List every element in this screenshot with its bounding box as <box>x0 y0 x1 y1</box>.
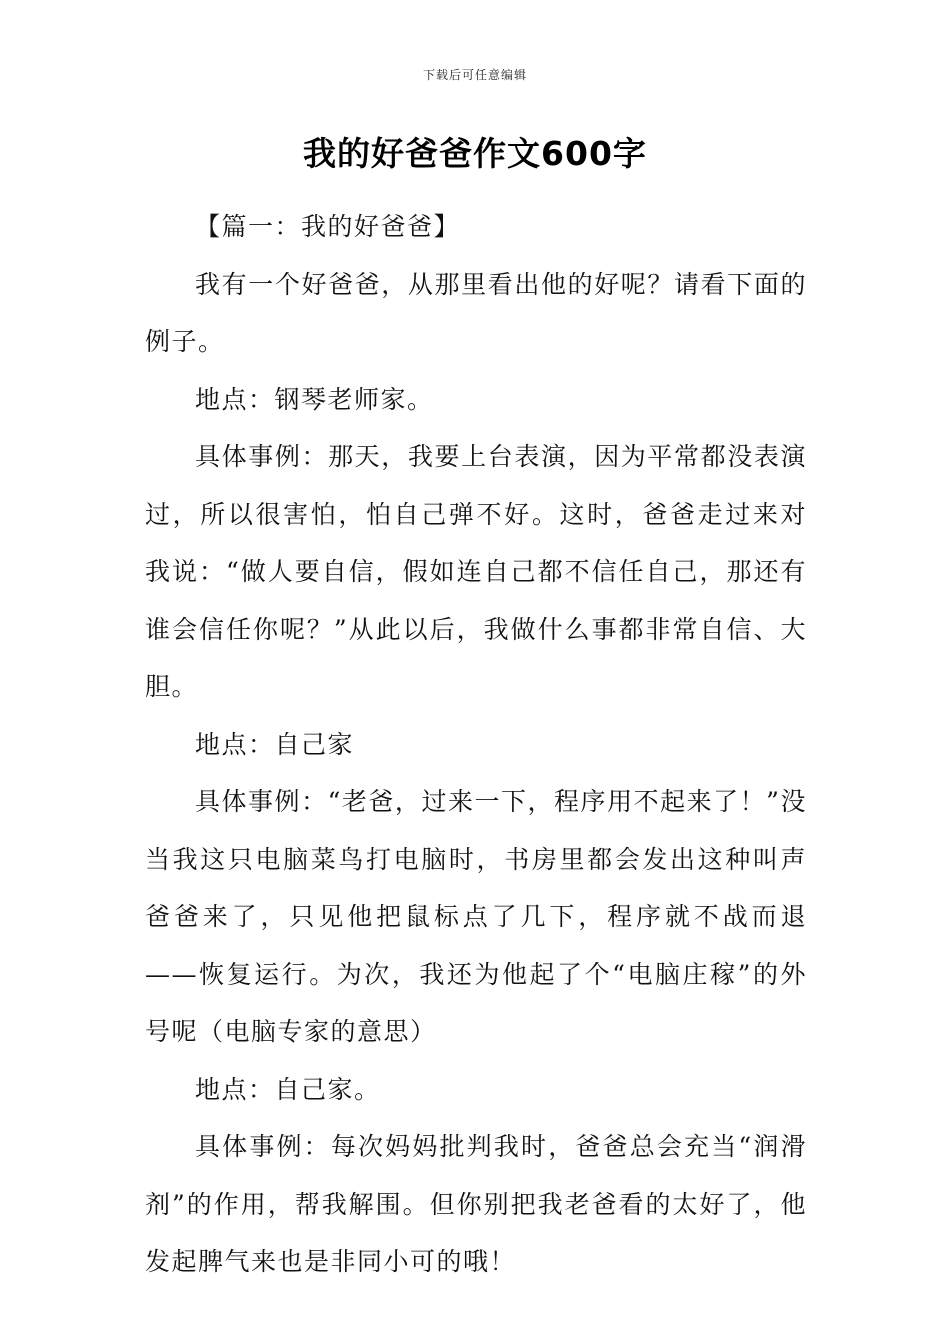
paragraph-example-2: 具体事例：“老爸，过来一下，程序用不起来了！”没当我这只电脑菜鸟打电脑时，书房里都会发出这种叫声爸爸来了，只见他把鼠标点了几下，程序就不战而退——恢复运行。为次，我还为他起了个“电脑庄稼”的外号呢（电脑专家的意思） <box>145 787 807 1046</box>
paragraph-example-3: 具体事例：每次妈妈批判我时，爸爸总会充当“润滑剂”的作用，帮我解围。但你别把我老爸看的太好了，他发起脾气来也是非同小可的哦！ <box>145 1132 807 1276</box>
document-body <box>145 198 807 1291</box>
header-note: 下载后可任意编辑 <box>422 68 527 82</box>
paragraph-location-3: 地点：自己家。 <box>195 1074 381 1104</box>
paragraph-location-2: 地点：自己家 <box>195 729 355 759</box>
paragraph-location-1: 地点：钢琴老师家。 <box>195 384 434 414</box>
paragraph-section-heading: 【篇一：我的好爸爸】 <box>195 212 461 241</box>
document-title: 我的好爸爸作文600字 <box>303 134 647 173</box>
paragraph-example-1: 具体事例：那天，我要上台表演，因为平常都没表演过，所以很害怕，怕自己弹不好。这时，爸爸走过来对我说：“做人要自信，假如连自己都不信任自己，那还有谁会信任你呢？”从此以后，我做什么事都非常自信、大胆。 <box>145 442 807 701</box>
paragraph-intro: 我有一个好爸爸，从那里看出他的好呢？请看下面的例子。 <box>145 269 807 356</box>
